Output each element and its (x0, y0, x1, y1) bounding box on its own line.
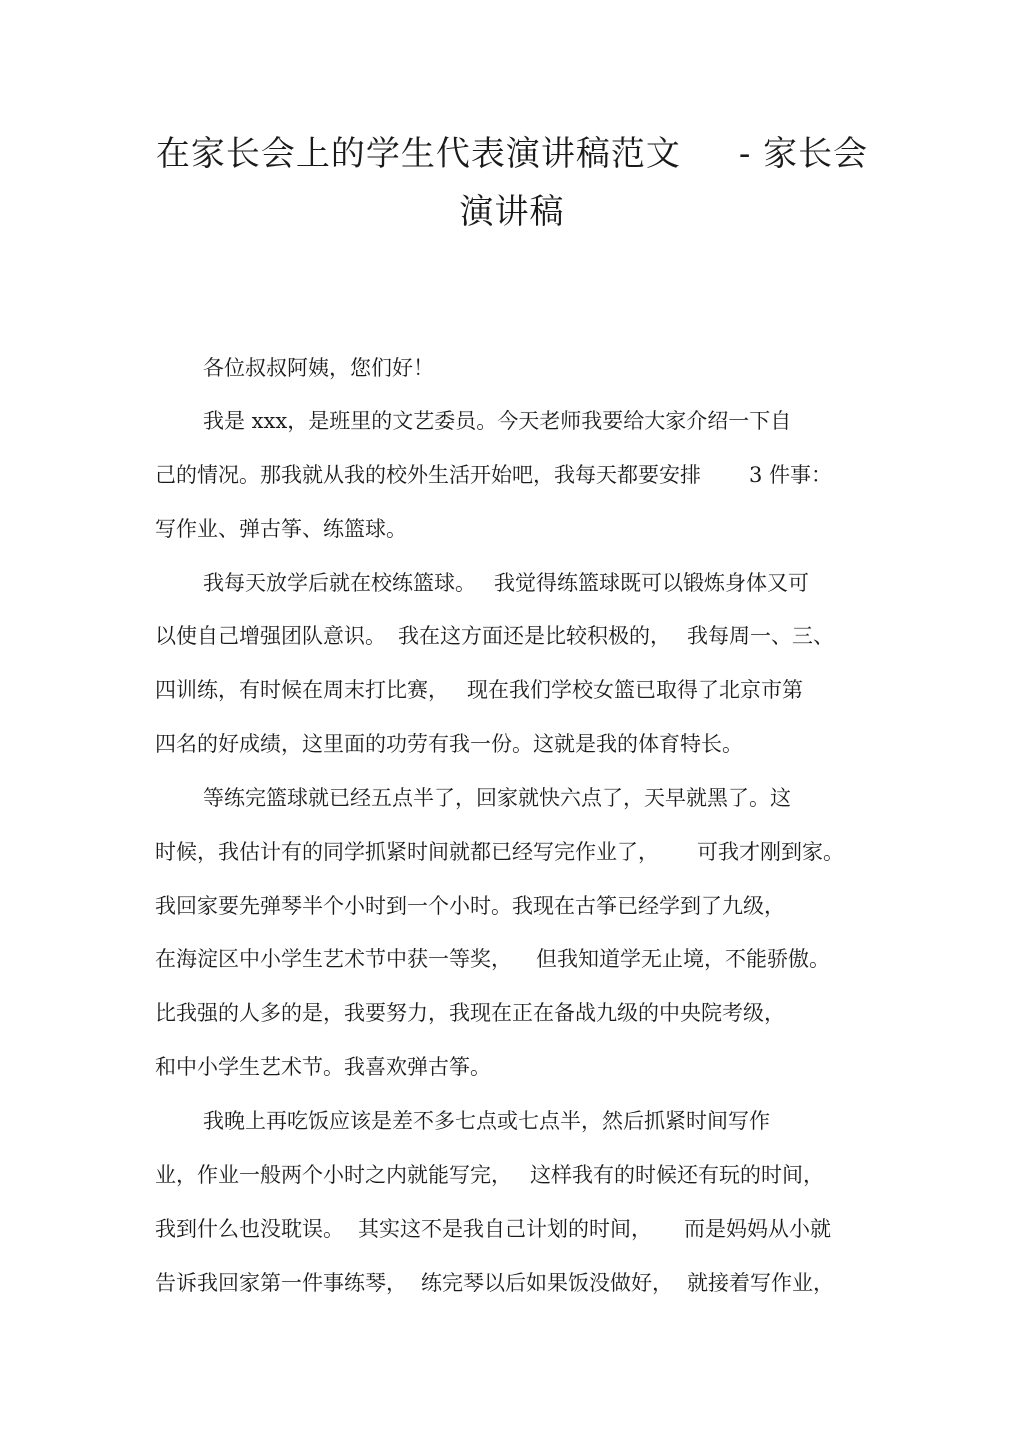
paragraph-3-line-1: 等练完篮球就已经五点半了，回家就快六点了，天早就黑了。这 (203, 786, 791, 810)
paragraph-1-line-1: 我是 xxx，是班里的文艺委员。今天老师我要给大家介绍一下自 (203, 409, 792, 433)
paragraph-2-line-3: 四训练，有时候在周末打比赛， 现在我们学校女篮已取得了北京市第 (155, 678, 803, 702)
paragraph-3-line-2: 时候，我估计有的同学抓紧时间就都已经写完作业了， 可我才刚到家。 (155, 840, 844, 864)
paragraph-4-line-2: 业，作业一般两个小时之内就能写完， 这样我有的时候还有玩的时间， (155, 1163, 824, 1187)
paragraph-3-line-3: 我回家要先弹琴半个小时到一个小时。我现在古筝已经学到了九级， (155, 894, 785, 918)
paragraph-3-line-5: 比我强的人多的是，我要努力，我现在正在备战九级的中央院考级， (155, 1001, 785, 1025)
paragraph-4-line-3: 我到什么也没耽误。 其实这不是我自己计划的时间， 而是妈妈从小就 (155, 1217, 831, 1241)
greeting-line: 各位叔叔阿姨，您们好！ (203, 356, 434, 380)
paragraph-2-line-1: 我每天放学后就在校练篮球。 我觉得练篮球既可以锻炼身体又可 (203, 571, 809, 595)
title-main-text: 在家长会上的学生代表演讲稿范文 (155, 134, 681, 174)
paragraph-3-line-6: 和中小学生艺术节。我喜欢弹古筝。 (155, 1055, 491, 1079)
title-suffix-text: - 家长会 (738, 134, 869, 174)
paragraph-2-line-2: 以使自己增强团队意识。 我在这方面还是比较积极的， 我每周一、三、 (155, 624, 834, 648)
paragraph-2-line-4: 四名的好成绩，这里面的功劳有我一份。这就是我的体育特长。 (155, 732, 743, 756)
paragraph-4-line-4: 告诉我回家第一件事练琴， 练完琴以后如果饭没做好， 就接着写作业， (155, 1271, 834, 1295)
paragraph-1-line-3: 写作业、弹古筝、练篮球。 (155, 517, 407, 541)
paragraph-4-line-1: 我晚上再吃饭应该是差不多七点或七点半，然后抓紧时间写作 (203, 1109, 770, 1133)
document-title-line-2: 演讲稿 (459, 192, 565, 232)
paragraph-3-line-4: 在海淀区中小学生艺术节中获一等奖， 但我知道学无止境，不能骄傲。 (155, 947, 830, 971)
paragraph-1-line-2: 己的情况。那我就从我的校外生活开始吧，我每天都要安排 3 件事： (155, 463, 833, 487)
